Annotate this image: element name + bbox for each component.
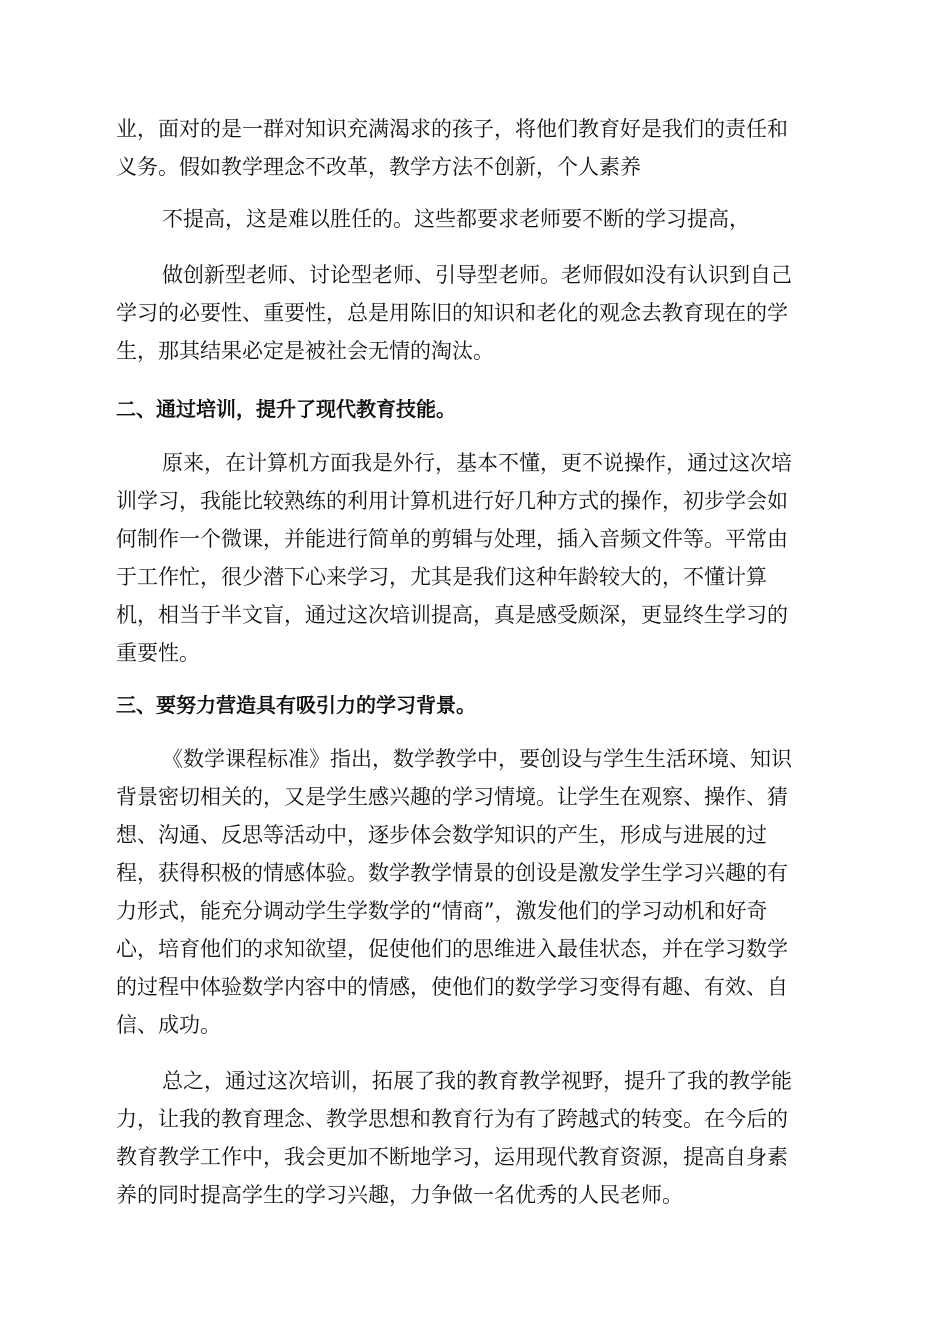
text-line: 学习的必要性、重要性，总是用陈旧的知识和老化的观念去教育现在的学 xyxy=(116,301,788,325)
text-line: 《数学课程标准》指出，数学教学中，要创设与学生生活环境、知识 xyxy=(162,747,792,771)
paragraph-5 xyxy=(116,740,836,1044)
text-line: 重要性。 xyxy=(116,641,200,665)
paragraph-2 xyxy=(116,200,836,238)
text-line: 原来，在计算机方面我是外行，基本不懂，更不说操作，通过这次培 xyxy=(162,451,792,475)
text-line: 信、成功。 xyxy=(116,1013,221,1037)
text-line: 义务。假如教学理念不改革，教学方法不创新，个人素养 xyxy=(116,155,641,179)
section-heading-3: 三、要努力营造具有吸引力的学习背景。 xyxy=(116,693,476,717)
text-line: 力形式，能充分调动学生学数学的“情商”，激发他们的学习动机和好奇 xyxy=(116,899,768,923)
text-line: 养的同时提高学生的学习兴趣，力争做一名优秀的人民老师。 xyxy=(116,1183,683,1207)
text-line: 机，相当于半文盲，通过这次培训提高，真是感受颇深，更显终生学习的 xyxy=(116,603,788,627)
text-line: 训学习，我能比较熟练的利用计算机进行好几种方式的操作，初步学会如 xyxy=(116,489,788,513)
text-line: 总之，通过这次培训，拓展了我的教育教学视野，提升了我的教学能 xyxy=(162,1069,792,1093)
text-line: 于工作忙，很少潜下心来学习，尤其是我们这种年龄较大的，不懂计算 xyxy=(116,565,767,589)
text-line: 力，让我的教育理念、教学思想和教育行为有了跨越式的转变。在今后的 xyxy=(116,1107,788,1131)
text-line: 生，那其结果必定是被社会无情的淘汰。 xyxy=(116,339,494,363)
text-line: 背景密切相关的，又是学生感兴趣的学习情境。让学生在观察、操作、猜 xyxy=(116,785,788,809)
text-line: 的过程中体验数学内容中的情感，使他们的数学学习变得有趣、有效、自 xyxy=(116,975,788,999)
text-line: 何制作一个微课，并能进行简单的剪辑与处理，插入音频文件等。平常由 xyxy=(116,527,788,551)
text-line: 不提高，这是难以胜任的。这些都要求老师要不断的学习提高， xyxy=(162,207,750,231)
text-line: 业，面对的是一群对知识充满渴求的孩子，将他们教育好是我们的责任和 xyxy=(116,117,788,141)
paragraph-3 xyxy=(116,256,836,370)
paragraph-4 xyxy=(116,444,836,672)
text-line: 做创新型老师、讨论型老师、引导型老师。老师假如没有认识到自己 xyxy=(162,263,792,287)
paragraph-6 xyxy=(116,1062,836,1214)
section-heading-2: 二、通过培训，提升了现代教育技能。 xyxy=(116,397,456,421)
text-line: 教育教学工作中，我会更加不断地学习，运用现代教育资源，提高自身素 xyxy=(116,1145,788,1169)
text-line: 程，获得积极的情感体验。数学教学情景的创设是激发学生学习兴趣的有 xyxy=(116,861,788,885)
text-line: 想、沟通、反思等活动中，逐步体会数学知识的产生，形成与进展的过 xyxy=(116,823,767,847)
paragraph-continuation xyxy=(116,110,836,186)
text-line: 心，培育他们的求知欲望，促使他们的思维进入最佳状态，并在学习数学 xyxy=(116,937,788,961)
